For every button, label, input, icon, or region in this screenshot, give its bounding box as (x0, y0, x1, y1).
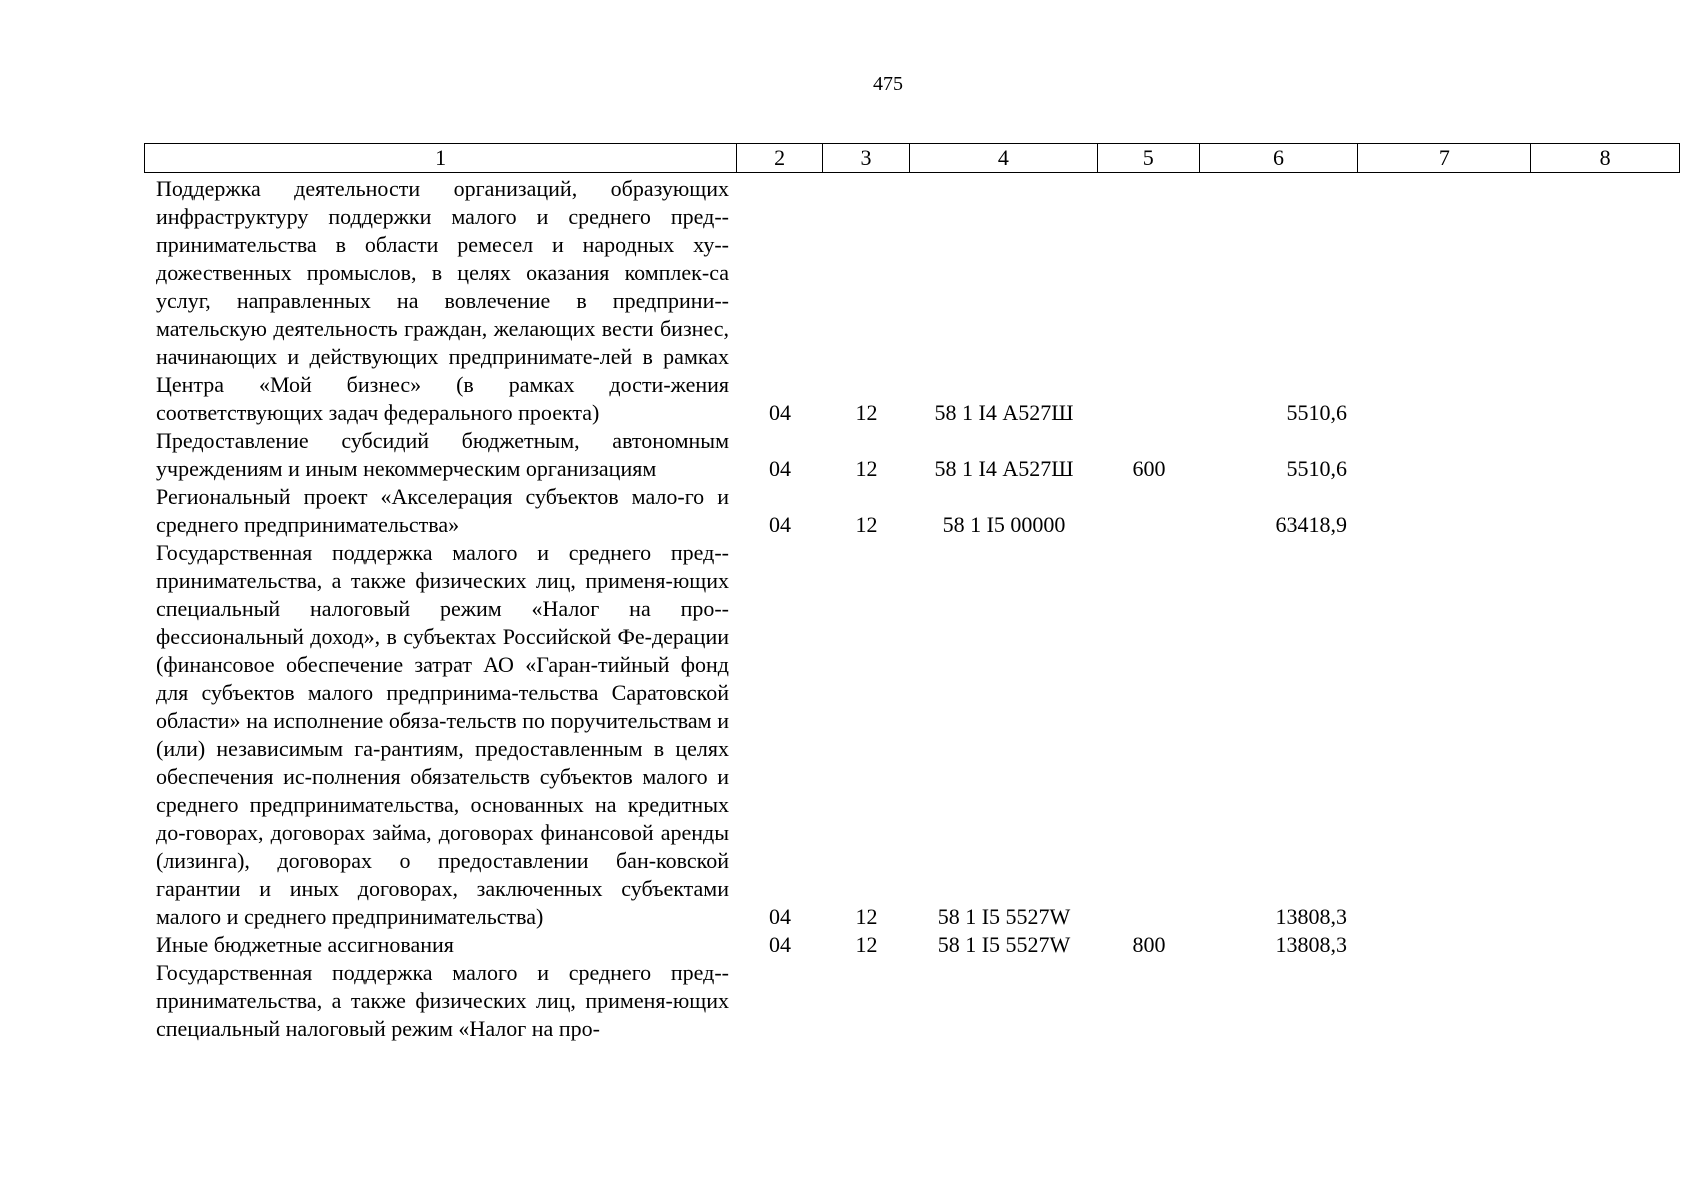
amount-cell: 13808,3 (1275, 932, 1347, 957)
subsection-code-cell: 12 (855, 400, 878, 425)
expense-type-cell: 600 (1132, 456, 1166, 481)
table-row (144, 427, 1680, 483)
row-name-cell: Иные бюджетные ассигнования (156, 932, 454, 957)
column-header-5: 5 (1098, 144, 1200, 172)
page-number: 475 (873, 73, 903, 95)
target-article-cell: 58 1 I5 00000 (942, 512, 1066, 537)
row-name-cell: Государственная поддержка малого и среднего пред-принимательства, а также физических лиц, применя-ющих специальный налоговый режим «Налог на про- (156, 960, 729, 1041)
subsection-code-cell: 12 (855, 456, 878, 481)
table-row (144, 931, 1680, 959)
subsection-code-cell: 12 (855, 932, 878, 957)
table-row (144, 539, 1680, 931)
table-body (144, 175, 1680, 1043)
target-article-cell: 58 1 I5 5527W (937, 904, 1071, 929)
target-article-cell: 58 1 I5 5527W (937, 932, 1071, 957)
subsection-code-cell: 12 (855, 512, 878, 537)
target-article-cell: 58 1 I4 А527Ш (934, 456, 1074, 481)
column-header-8: 8 (1599, 145, 1611, 170)
column-header-2: 2 (737, 144, 823, 172)
table-header-row (144, 143, 1680, 173)
row-name-cell: Поддержка деятельности организаций, образующих инфраструктуру поддержки малого и среднего пред-принимательства в области ремесел и народных ху-дожественных промыслов, в целях оказания комплек-са услуг, направленных на вовлечение в предприни-мательскую деятельность граждан, желающих вести бизнес, начинающих и действующих предпринимате-лей в рамках Центра «Мой бизнес» (в рамках дости-жения соответствующих задач федерального проекта) (156, 176, 729, 425)
table-row (144, 483, 1680, 539)
table-row (144, 959, 1680, 1043)
subsection-code-cell: 12 (855, 904, 878, 929)
amount-cell: 63418,9 (1275, 512, 1347, 537)
row-name-cell: Региональный проект «Акселерация субъектов мало-го и среднего предпринимательства» (156, 484, 729, 537)
section-code-cell: 04 (769, 512, 791, 537)
section-code-cell: 04 (769, 400, 791, 425)
column-header-6: 6 (1200, 144, 1359, 172)
amount-cell: 13808,3 (1275, 904, 1347, 929)
row-name-cell: Предоставление субсидий бюджетным, автономным учреждениям и иным некоммерческим организациям (156, 428, 729, 481)
amount-cell: 5510,6 (1286, 400, 1347, 425)
target-article-cell: 58 1 I4 А527Ш (934, 400, 1074, 425)
section-code-cell: 04 (769, 932, 791, 957)
expense-type-cell: 800 (1132, 932, 1166, 957)
table-row (144, 175, 1680, 427)
column-header-3: 3 (823, 144, 910, 172)
column-header-7: 7 (1358, 144, 1531, 172)
column-header-1: 1 (145, 144, 737, 172)
section-code-cell: 04 (769, 456, 791, 481)
amount-cell: 5510,6 (1286, 456, 1347, 481)
row-name-cell: Государственная поддержка малого и среднего пред-принимательства, а также физических лиц, применя-ющих специальный налоговый режим «Налог на про-фессиональный доход», в субъектах Российской Фе-дерации (финансовое обеспечение затрат АО «Гаран-тийный фонд для субъектов малого предпринима-тельства Саратовской области» на исполнение обяза-тельств по поручительствам и (или) независимым га-рантиям, предоставленным в целях обеспечения ис-полнения обязательств субъектов малого и среднего предпринимательства, основанных на кредитных до-говорах, договорах займа, договорах финансовой аренды (лизинга), договорах о предоставлении бан-ковской гарантии и иных договорах, заключенных субъектами малого и среднего предпринимательства) (156, 540, 729, 929)
column-header-4: 4 (910, 144, 1098, 172)
section-code-cell: 04 (769, 904, 791, 929)
